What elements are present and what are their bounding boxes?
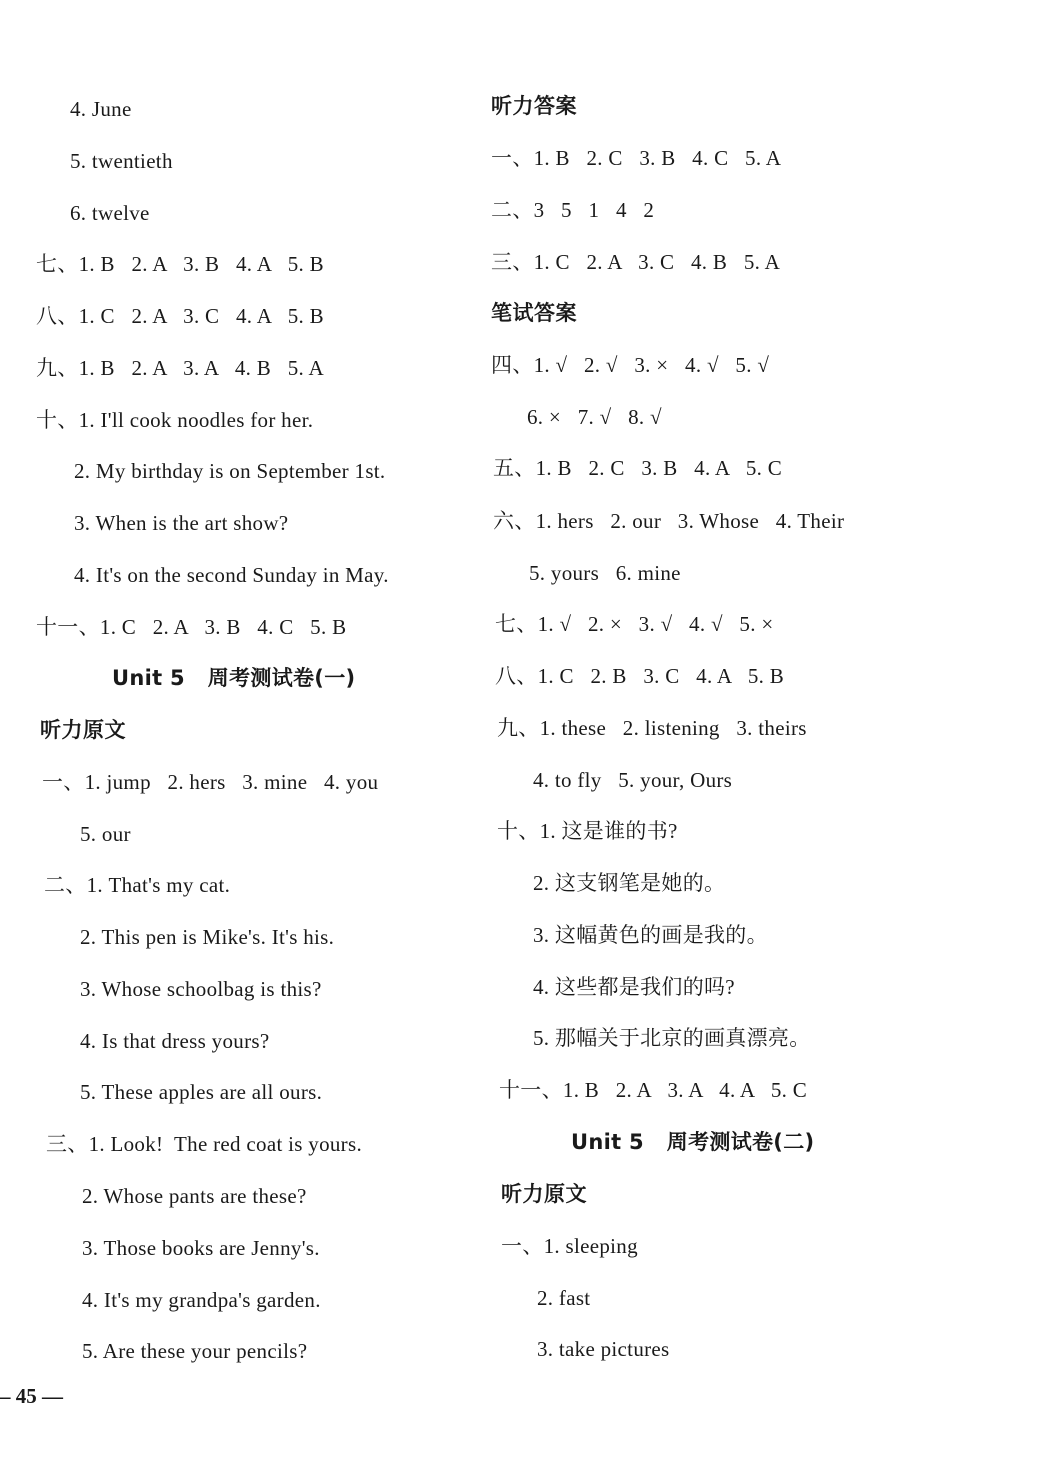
answer-line: 七、1. √ 2. × 3. √ 4. √ 5. ×: [495, 612, 774, 636]
answer-line: 八、1. C 2. A 3. C 4. A 5. B: [36, 304, 324, 328]
answer-line: 6. twelve: [70, 201, 150, 225]
answer-line: 三、1. Look! The red coat is yours.: [46, 1132, 363, 1156]
answer-line: 5. Are these your pencils?: [82, 1339, 308, 1363]
answer-line: 5. 那幅关于北京的画真漂亮。: [533, 1026, 811, 1050]
answer-line: 五、1. B 2. C 3. B 4. A 5. C: [493, 456, 783, 480]
answer-line: 4. to fly 5. your, Ours: [533, 768, 733, 792]
answer-line: 一、1. sleeping: [501, 1234, 638, 1258]
answer-line: 4. Is that dress yours?: [80, 1029, 270, 1053]
answer-line: 3. 这幅黄色的画是我的。: [533, 923, 768, 947]
answer-line: 2. This pen is Mike's. It's his.: [80, 925, 335, 949]
answer-line: 5. These apples are all ours.: [80, 1080, 323, 1104]
answer-line: 七、1. B 2. A 3. B 4. A 5. B: [36, 252, 324, 276]
answer-line: 5. our: [80, 822, 131, 846]
answer-line: 4. 这些都是我们的吗?: [533, 975, 735, 999]
answer-line: 一、1. B 2. C 3. B 4. C 5. A: [491, 146, 782, 170]
answer-line: 6. × 7. √ 8. √: [527, 405, 662, 429]
answer-line: 4. June: [70, 97, 132, 121]
answer-line: 2. Whose pants are these?: [82, 1184, 307, 1208]
answer-line: 十、1. 这是谁的书?: [497, 819, 678, 843]
answer-line: 2. fast: [537, 1286, 591, 1310]
section-heading: 听力原文: [501, 1182, 587, 1206]
answer-line: 二、1. That's my cat.: [44, 873, 231, 897]
answer-line: 九、1. these 2. listening 3. theirs: [497, 716, 807, 740]
unit-title: Unit 5 周考测试卷(一): [112, 666, 356, 690]
answer-line: 5. yours 6. mine: [529, 561, 681, 585]
answer-line: 3. take pictures: [537, 1337, 670, 1361]
answer-line: 4. It's on the second Sunday in May.: [74, 563, 389, 587]
answer-line: 3. Whose schoolbag is this?: [80, 977, 322, 1001]
answer-line: 3. When is the art show?: [74, 511, 289, 535]
unit-title: Unit 5 周考测试卷(二): [571, 1130, 815, 1154]
section-heading: 笔试答案: [491, 301, 577, 325]
answer-line: 八、1. C 2. B 3. C 4. A 5. B: [495, 664, 785, 688]
answer-line: 四、1. √ 2. √ 3. × 4. √ 5. √: [491, 353, 770, 377]
answer-line: 5. twentieth: [70, 149, 173, 173]
answer-line: 4. It's my grandpa's garden.: [82, 1288, 321, 1312]
section-heading: 听力原文: [40, 718, 126, 742]
answer-line: 3. Those books are Jenny's.: [82, 1236, 320, 1260]
answer-line: 2. My birthday is on September 1st.: [74, 459, 386, 483]
answer-line: 2. 这支钢笔是她的。: [533, 871, 726, 895]
answer-line: 九、1. B 2. A 3. A 4. B 5. A: [36, 356, 324, 380]
answer-line: 三、1. C 2. A 3. C 4. B 5. A: [491, 250, 781, 274]
answer-line: 一、1. jump 2. hers 3. mine 4. you: [42, 770, 379, 794]
answer-line: 六、1. hers 2. our 3. Whose 4. Their: [493, 509, 845, 533]
page-number: – 45 —: [0, 1384, 63, 1408]
section-heading: 听力答案: [491, 94, 577, 118]
answer-line: 十、1. I'll cook noodles for her.: [36, 408, 314, 432]
answer-line: 二、3 5 1 4 2: [491, 198, 655, 222]
answer-line: 十一、1. C 2. A 3. B 4. C 5. B: [36, 615, 347, 639]
answer-line: 十一、1. B 2. A 3. A 4. A 5. C: [499, 1078, 808, 1102]
